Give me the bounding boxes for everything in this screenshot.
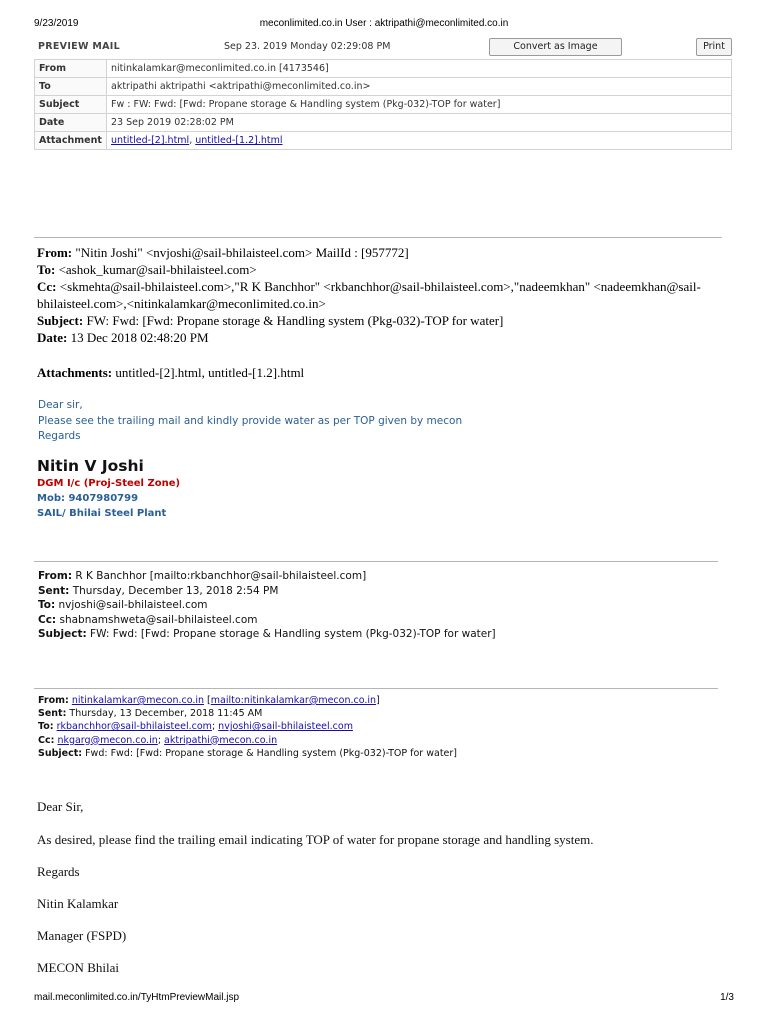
message-greeting: Dear sir,	[38, 399, 83, 411]
fwd1-cc-label: Cc:	[38, 613, 57, 626]
signature-title: DGM I/c (Proj-Steel Zone)	[37, 478, 181, 489]
fwd2-cc-separator: ;	[157, 734, 165, 746]
fwd2-subject-line	[38, 747, 457, 760]
attachment-link-2[interactable]: untitled-[1.2].html	[195, 135, 283, 146]
fwd1-from-label: From:	[38, 570, 73, 582]
orig-cc-value: <skmehta@sail-bhilaisteel.com>,"R K Banchhor" <rkbanchhor@sail-bhilaisteel.com>,"nadeemkhan" <nadeemkhan@sail-bhilaisteel.com>,<nitinkalamkar@meconlimited.co.in>	[37, 279, 701, 311]
fwd2-from-end: ]	[376, 695, 380, 706]
fwd1-subject-line	[38, 627, 496, 642]
header-from-value: nitinkalamkar@meconlimited.co.in [4173546]	[107, 60, 732, 78]
print-footer	[0, 992, 768, 1006]
header-row-attachment	[35, 132, 732, 150]
header-row-to	[35, 78, 732, 96]
attachment-link-1[interactable]: untitled-[2].html	[111, 135, 190, 146]
body-greeting: Dear Sir,	[37, 799, 84, 814]
header-from-label: From	[35, 60, 107, 78]
convert-as-image-button[interactable]: Convert as Image	[489, 38, 622, 56]
message-body	[38, 398, 462, 445]
orig-to-label: To:	[37, 262, 56, 277]
header-row-date	[35, 114, 732, 132]
fwd1-sent-line	[38, 584, 496, 599]
print-page-number: 1/3	[720, 992, 734, 1003]
header-attachment-value	[107, 132, 732, 150]
fwd2-to-label: To:	[38, 721, 54, 733]
fwd2-cc-line	[38, 734, 457, 747]
orig-subject-label: Subject:	[37, 313, 84, 328]
fwd2-cc-link-2[interactable]: aktripathi@mecon.co.in	[164, 734, 278, 746]
preview-datetime: Sep 23. 2019 Monday 02:29:08 PM	[224, 41, 391, 52]
orig-date-value: 13 Dec 2018 02:48:20 PM	[67, 330, 209, 345]
fwd2-sent-line	[38, 707, 457, 720]
print-button[interactable]: Print	[696, 38, 732, 56]
fwd2-from-label: From:	[38, 695, 69, 706]
preview-mail-label: PREVIEW MAIL	[38, 41, 120, 52]
preview-toolbar	[34, 38, 732, 58]
print-date: 9/23/2019	[34, 18, 79, 29]
body-text: As desired, please find the trailing email indicating TOP of water for propane storage and handling system.	[37, 832, 594, 847]
fwd1-subject-value: FW: Fwd: [Fwd: Propane storage & Handling system (Pkg-032)-TOP for water]	[86, 628, 496, 641]
fwd2-from-mid: [	[204, 695, 211, 706]
print-user-info: meconlimited.co.in User : aktripathi@meconlimited.co.in	[259, 18, 509, 29]
signature-org: SAIL/ Bhilai Steel Plant	[37, 508, 167, 519]
original-message-header	[37, 244, 727, 346]
fwd1-to-line	[38, 598, 496, 613]
mail-header-table	[34, 59, 732, 150]
signature-mobile: Mob: 9407980799	[37, 493, 139, 504]
orig-subject-line	[37, 312, 727, 329]
fwd1-sent-value: Thursday, December 13, 2018 2:54 PM	[69, 584, 279, 597]
header-to-label: To	[35, 78, 107, 96]
fwd2-cc-label: Cc:	[38, 734, 55, 746]
fwd2-to-link-2[interactable]: nvjoshi@sail-bhilaisteel.com	[218, 721, 353, 733]
fwd2-sent-label: Sent:	[38, 708, 67, 720]
forwarded-header-2	[38, 694, 457, 760]
orig-date-line	[37, 329, 727, 346]
orig-from-value: "Nitin Joshi" <nvjoshi@sail-bhilaisteel.com> MailId : [957772]	[72, 245, 409, 260]
fwd1-subject-label: Subject:	[38, 628, 87, 641]
orig-attachments-line	[37, 364, 304, 381]
orig-date-label: Date:	[37, 330, 68, 345]
fwd2-sent-value: Thursday, 13 December, 2018 11:45 AM	[66, 708, 263, 720]
fwd1-cc-line	[38, 613, 496, 628]
header-subject-value: Fw : FW: Fwd: [Fwd: Propane storage & Handling system (Pkg-032)-TOP for water]	[107, 96, 732, 114]
fwd1-from-value: R K Banchhor [mailto:rkbanchhor@sail-bhilaisteel.com]	[72, 570, 367, 582]
orig-to-line	[37, 261, 727, 278]
header-to-value: aktripathi aktripathi <aktripathi@meconlimited.co.in>	[107, 78, 732, 96]
orig-cc-label: Cc:	[37, 279, 57, 294]
orig-attachments-label: Attachments:	[37, 365, 113, 380]
print-header	[0, 18, 768, 32]
header-row-subject	[35, 96, 732, 114]
fwd1-cc-value: shabnamshweta@sail-bhilaisteel.com	[56, 613, 258, 626]
body-designation: Manager (FSPD)	[37, 928, 127, 943]
orig-to-value: <ashok_kumar@sail-bhilaisteel.com>	[55, 262, 257, 277]
fwd2-subject-label: Subject:	[38, 747, 83, 759]
body-org: MECON Bhilai	[37, 960, 119, 975]
fwd2-subject-value: Fwd: Fwd: [Fwd: Propane storage & Handling system (Pkg-032)-TOP for water]	[82, 747, 458, 759]
divider	[34, 688, 718, 689]
message-closing: Regards	[38, 430, 81, 442]
divider	[34, 237, 722, 238]
header-attachment-label: Attachment	[35, 132, 107, 150]
orig-from-line	[37, 244, 727, 261]
fwd2-to-link-1[interactable]: rkbanchhor@sail-bhilaisteel.com	[56, 721, 212, 733]
orig-subject-value: FW: Fwd: [Fwd: Propane storage & Handling system (Pkg-032)-TOP for water]	[83, 313, 504, 328]
header-date-value: 23 Sep 2019 02:28:02 PM	[107, 114, 732, 132]
fwd1-from-line	[38, 569, 496, 584]
print-url: mail.meconlimited.co.in/TyHtmPreviewMail.jsp	[34, 992, 240, 1003]
header-subject-label: Subject	[35, 96, 107, 114]
fwd1-to-label: To:	[38, 599, 56, 612]
fwd1-sent-label: Sent:	[38, 584, 70, 597]
orig-from-label: From:	[37, 245, 73, 260]
signature-name: Nitin V Joshi	[37, 457, 144, 475]
orig-attachments-value: untitled-[2].html, untitled-[1.2].html	[112, 365, 305, 380]
fwd2-from-line	[38, 694, 457, 707]
header-row-from	[35, 60, 732, 78]
fwd2-cc-link-1[interactable]: nkgarg@mecon.co.in	[57, 734, 158, 746]
body-name: Nitin Kalamkar	[37, 896, 119, 911]
signature	[37, 456, 180, 521]
header-date-label: Date	[35, 114, 107, 132]
message-line: Please see the trailing mail and kindly provide water as per TOP given by mecon	[38, 414, 463, 427]
orig-cc-line	[37, 278, 727, 312]
fwd2-to-line	[38, 720, 457, 733]
fwd2-to-separator: ;	[211, 721, 219, 733]
body-regards: Regards	[37, 864, 80, 879]
divider	[34, 561, 718, 562]
fwd2-from-link[interactable]: nitinkalamkar@mecon.co.in	[71, 695, 205, 706]
fwd1-to-value: nvjoshi@sail-bhilaisteel.com	[55, 599, 208, 612]
attachment-separator: ,	[189, 135, 196, 146]
forwarded-header-1	[38, 569, 496, 642]
fwd2-from-mailto-link[interactable]: mailto:nitinkalamkar@mecon.co.in	[210, 695, 377, 706]
